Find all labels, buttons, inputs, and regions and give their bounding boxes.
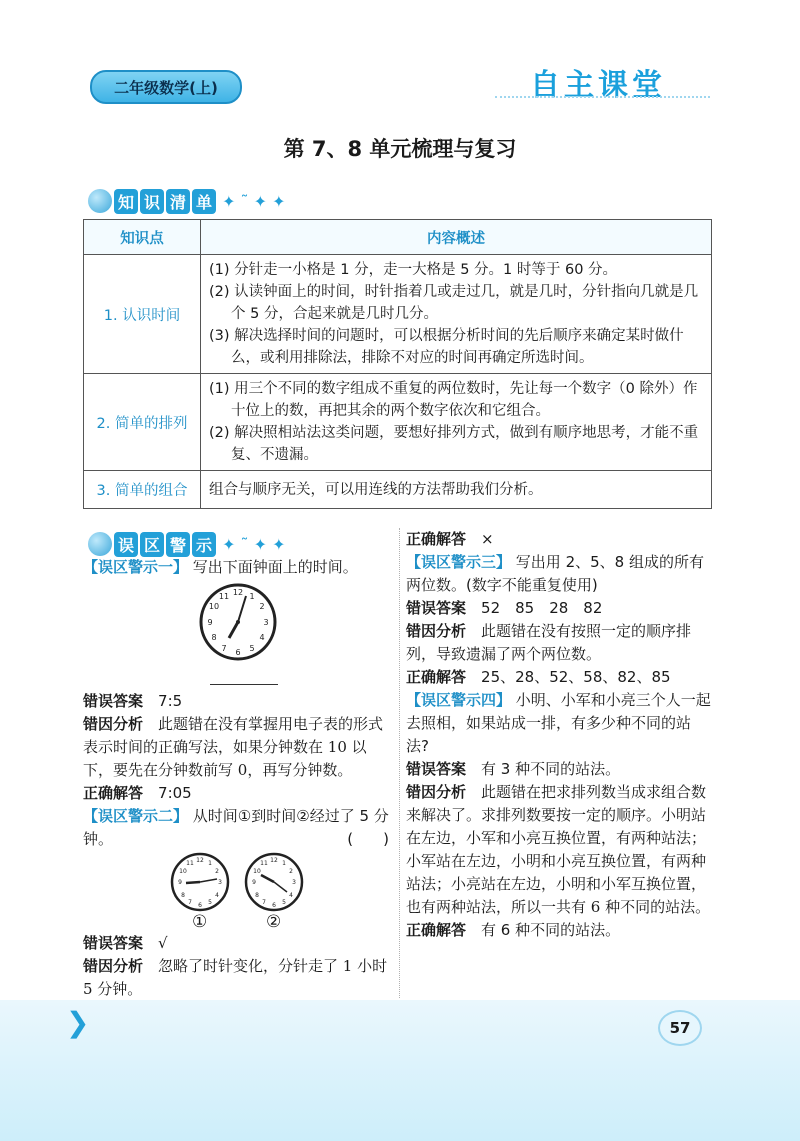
svg-text:12: 12 xyxy=(232,588,244,597)
right-column xyxy=(406,528,712,942)
svg-text:8: 8 xyxy=(255,892,259,899)
svg-text:10: 10 xyxy=(253,868,261,875)
svg-text:2: 2 xyxy=(259,602,265,611)
clock-icon xyxy=(198,582,278,662)
svg-text:3: 3 xyxy=(218,879,222,886)
svg-text:12: 12 xyxy=(196,857,204,864)
reason-label: 错因分析 xyxy=(406,622,467,640)
mistakes-badge xyxy=(88,530,286,558)
warning-question: 小明、小军和小亮三个人一起去照相，如果站成一排，有多少种不同的站法? xyxy=(406,691,711,755)
warning-one xyxy=(83,556,389,579)
badge-char: 警 xyxy=(166,532,190,557)
svg-text:4: 4 xyxy=(215,892,219,899)
badge-char: 区 xyxy=(140,532,164,557)
svg-text:12: 12 xyxy=(270,857,278,864)
svg-text:2: 2 xyxy=(289,868,293,875)
reason-text: 忽略了时针变化，分针走了 1 小时 5 分钟。 xyxy=(83,957,388,998)
warning-two-answers xyxy=(83,932,389,1001)
clock-label-1: ① xyxy=(192,912,208,932)
reason-label: 错因分析 xyxy=(83,715,144,733)
svg-text:4: 4 xyxy=(289,892,293,899)
reason-text: 此题错在没有按照一定的顺序排列，导致遗漏了两个两位数。 xyxy=(406,622,692,663)
svg-text:3: 3 xyxy=(292,879,296,886)
right-label: 正确解答 xyxy=(406,668,467,686)
reason-label: 错因分析 xyxy=(83,957,144,975)
badge-char: 单 xyxy=(192,189,216,214)
svg-text:5: 5 xyxy=(208,899,212,906)
warning-tag: 【误区警示三】 xyxy=(406,553,512,571)
content-item: (1) 分针走一小格是 1 分，走一大格是 5 分。1 时等于 60 分。 xyxy=(209,262,618,278)
globe-icon xyxy=(88,189,112,213)
svg-text:1: 1 xyxy=(249,592,255,601)
right-label: 正确解答 xyxy=(83,784,144,802)
badge-char: 误 xyxy=(114,532,138,557)
badge-char: 知 xyxy=(114,189,138,214)
answer-line xyxy=(210,684,278,685)
svg-text:7: 7 xyxy=(221,644,227,653)
svg-text:7: 7 xyxy=(262,899,266,906)
warning-tag: 【误区警示四】 xyxy=(406,691,512,709)
right-answer: × xyxy=(481,530,494,548)
svg-text:8: 8 xyxy=(181,892,185,899)
sparkle-icon: ✦ ˜ ✦ ✦ xyxy=(222,191,286,211)
clock-icon xyxy=(246,854,302,910)
svg-text:9: 9 xyxy=(207,618,213,627)
svg-text:11: 11 xyxy=(186,860,194,867)
topic-cell: 2. 简单的排列 xyxy=(84,374,201,471)
clock-pair xyxy=(170,852,310,936)
warning-question: 写出下面钟面上的时间。 xyxy=(192,558,358,576)
right-label: 正确解答 xyxy=(406,921,467,939)
svg-text:5: 5 xyxy=(282,899,286,906)
wrong-answer: 有 3 种不同的站法。 xyxy=(481,760,621,778)
wrong-answer: √ xyxy=(158,934,168,952)
column-divider xyxy=(399,528,400,998)
sparkle-icon: ✦ ˜ ✦ ✦ xyxy=(222,534,286,554)
wrong-answer: 52 85 28 82 xyxy=(481,599,603,617)
answer-paren: ( ) xyxy=(347,830,389,848)
wrong-answer: 7:5 xyxy=(158,692,183,710)
svg-text:6: 6 xyxy=(198,902,202,909)
col-header-topic: 知识点 xyxy=(84,220,201,255)
page-title: 第 7、8 单元梳理与复习 xyxy=(283,137,517,161)
svg-text:10: 10 xyxy=(179,868,187,875)
chevron-right-icon: ❯ xyxy=(66,1006,90,1039)
badge-char: 示 xyxy=(192,532,216,557)
svg-text:11: 11 xyxy=(260,860,268,867)
svg-text:1: 1 xyxy=(208,860,212,867)
content-item: (3) 解决选择时间的问题时，可以根据分析时间的先后顺序来确定某时做什么，或利用排除法，排除不对应的时间再确定所选时间。 xyxy=(209,328,684,366)
right-answer: 7:05 xyxy=(158,784,192,802)
svg-text:3: 3 xyxy=(263,618,269,627)
warning-one-answers xyxy=(83,690,389,851)
wrong-label: 错误答案 xyxy=(406,599,467,617)
topic-cell: 1. 认识时间 xyxy=(84,255,201,374)
right-answer: 有 6 种不同的站法。 xyxy=(481,921,621,939)
content-item: 组合与顺序无关，可以用连线的方法帮助我们分析。 xyxy=(209,481,543,498)
svg-text:7: 7 xyxy=(188,899,192,906)
wrong-label: 错误答案 xyxy=(83,692,144,710)
content-cell xyxy=(201,374,712,471)
topic-cell: 3. 简单的组合 xyxy=(84,471,201,509)
warning-question: 写出用 2、5、8 组成的所有两位数。(数字不能重复使用) xyxy=(406,553,704,594)
svg-text:9: 9 xyxy=(178,879,182,886)
svg-text:2: 2 xyxy=(215,868,219,875)
svg-text:8: 8 xyxy=(211,633,217,642)
knowledge-table xyxy=(83,219,712,509)
svg-text:9: 9 xyxy=(252,879,256,886)
brand-title: 自主课堂 xyxy=(530,68,666,103)
reason-text: 此题错在把求排列数当成求组合数来解决了。求排列数要按一定的顺序。小明站在左边，小军和小亮互换位置，有两种站法；小军站在左边，小明和小亮互换位置，有两种站法；小亮站在左边，小明和小军互换位置，也有两种站法，所以一共有 6 种不同的站法。 xyxy=(406,783,711,916)
content-cell xyxy=(201,255,712,374)
svg-text:11: 11 xyxy=(218,592,230,601)
warning-question: 从时间①到时间②经过了 5 分钟。 xyxy=(83,807,389,848)
wrong-label: 错误答案 xyxy=(406,760,467,778)
right-label: 正确解答 xyxy=(406,530,467,548)
wrong-label: 错误答案 xyxy=(83,934,144,952)
warning-tag: 【误区警示一】 xyxy=(83,558,189,576)
svg-text:5: 5 xyxy=(249,644,255,653)
globe-icon xyxy=(88,532,112,556)
content-item: (2) 认读钟面上的时间，时针指着几或走过几，就是几时，分针指向几就是几个 5 分，合起来就是几时几分。 xyxy=(209,284,699,322)
svg-text:4: 4 xyxy=(259,633,265,642)
col-header-content: 内容概述 xyxy=(201,220,712,255)
svg-text:1: 1 xyxy=(282,860,286,867)
content-cell xyxy=(201,471,712,509)
knowledge-badge xyxy=(88,187,286,215)
warning-tag: 【误区警示二】 xyxy=(83,807,189,825)
reason-label: 错因分析 xyxy=(406,783,467,801)
clock-icon xyxy=(172,854,228,910)
svg-text:6: 6 xyxy=(235,648,241,657)
page-number: 57 xyxy=(658,1010,702,1046)
header-divider xyxy=(495,96,710,98)
svg-text:6: 6 xyxy=(272,902,276,909)
svg-text:10: 10 xyxy=(208,602,220,611)
content-item: (1) 用三个不同的数字组成不重复的两位数时，先让每一个数字（0 除外）作十位上的数，再把其余的两个数字依次和它组合。 xyxy=(209,381,698,419)
right-answer: 25、28、52、58、82、85 xyxy=(481,668,671,686)
badge-char: 识 xyxy=(140,189,164,214)
badge-char: 清 xyxy=(166,189,190,214)
grade-label: 二年级数学(上) xyxy=(90,70,242,104)
clock-label-2: ② xyxy=(266,912,282,932)
content-item: (2) 解决照相站法这类问题，要想好排列方式，做到有顺序地思考，才能不重复、不遗漏。 xyxy=(209,425,699,463)
reason-text: 此题错在没有掌握用电子表的形式表示时间的正确写法，如果分钟数在 10 以下，要先在分钟数前写 0，再写分钟数。 xyxy=(83,715,384,779)
